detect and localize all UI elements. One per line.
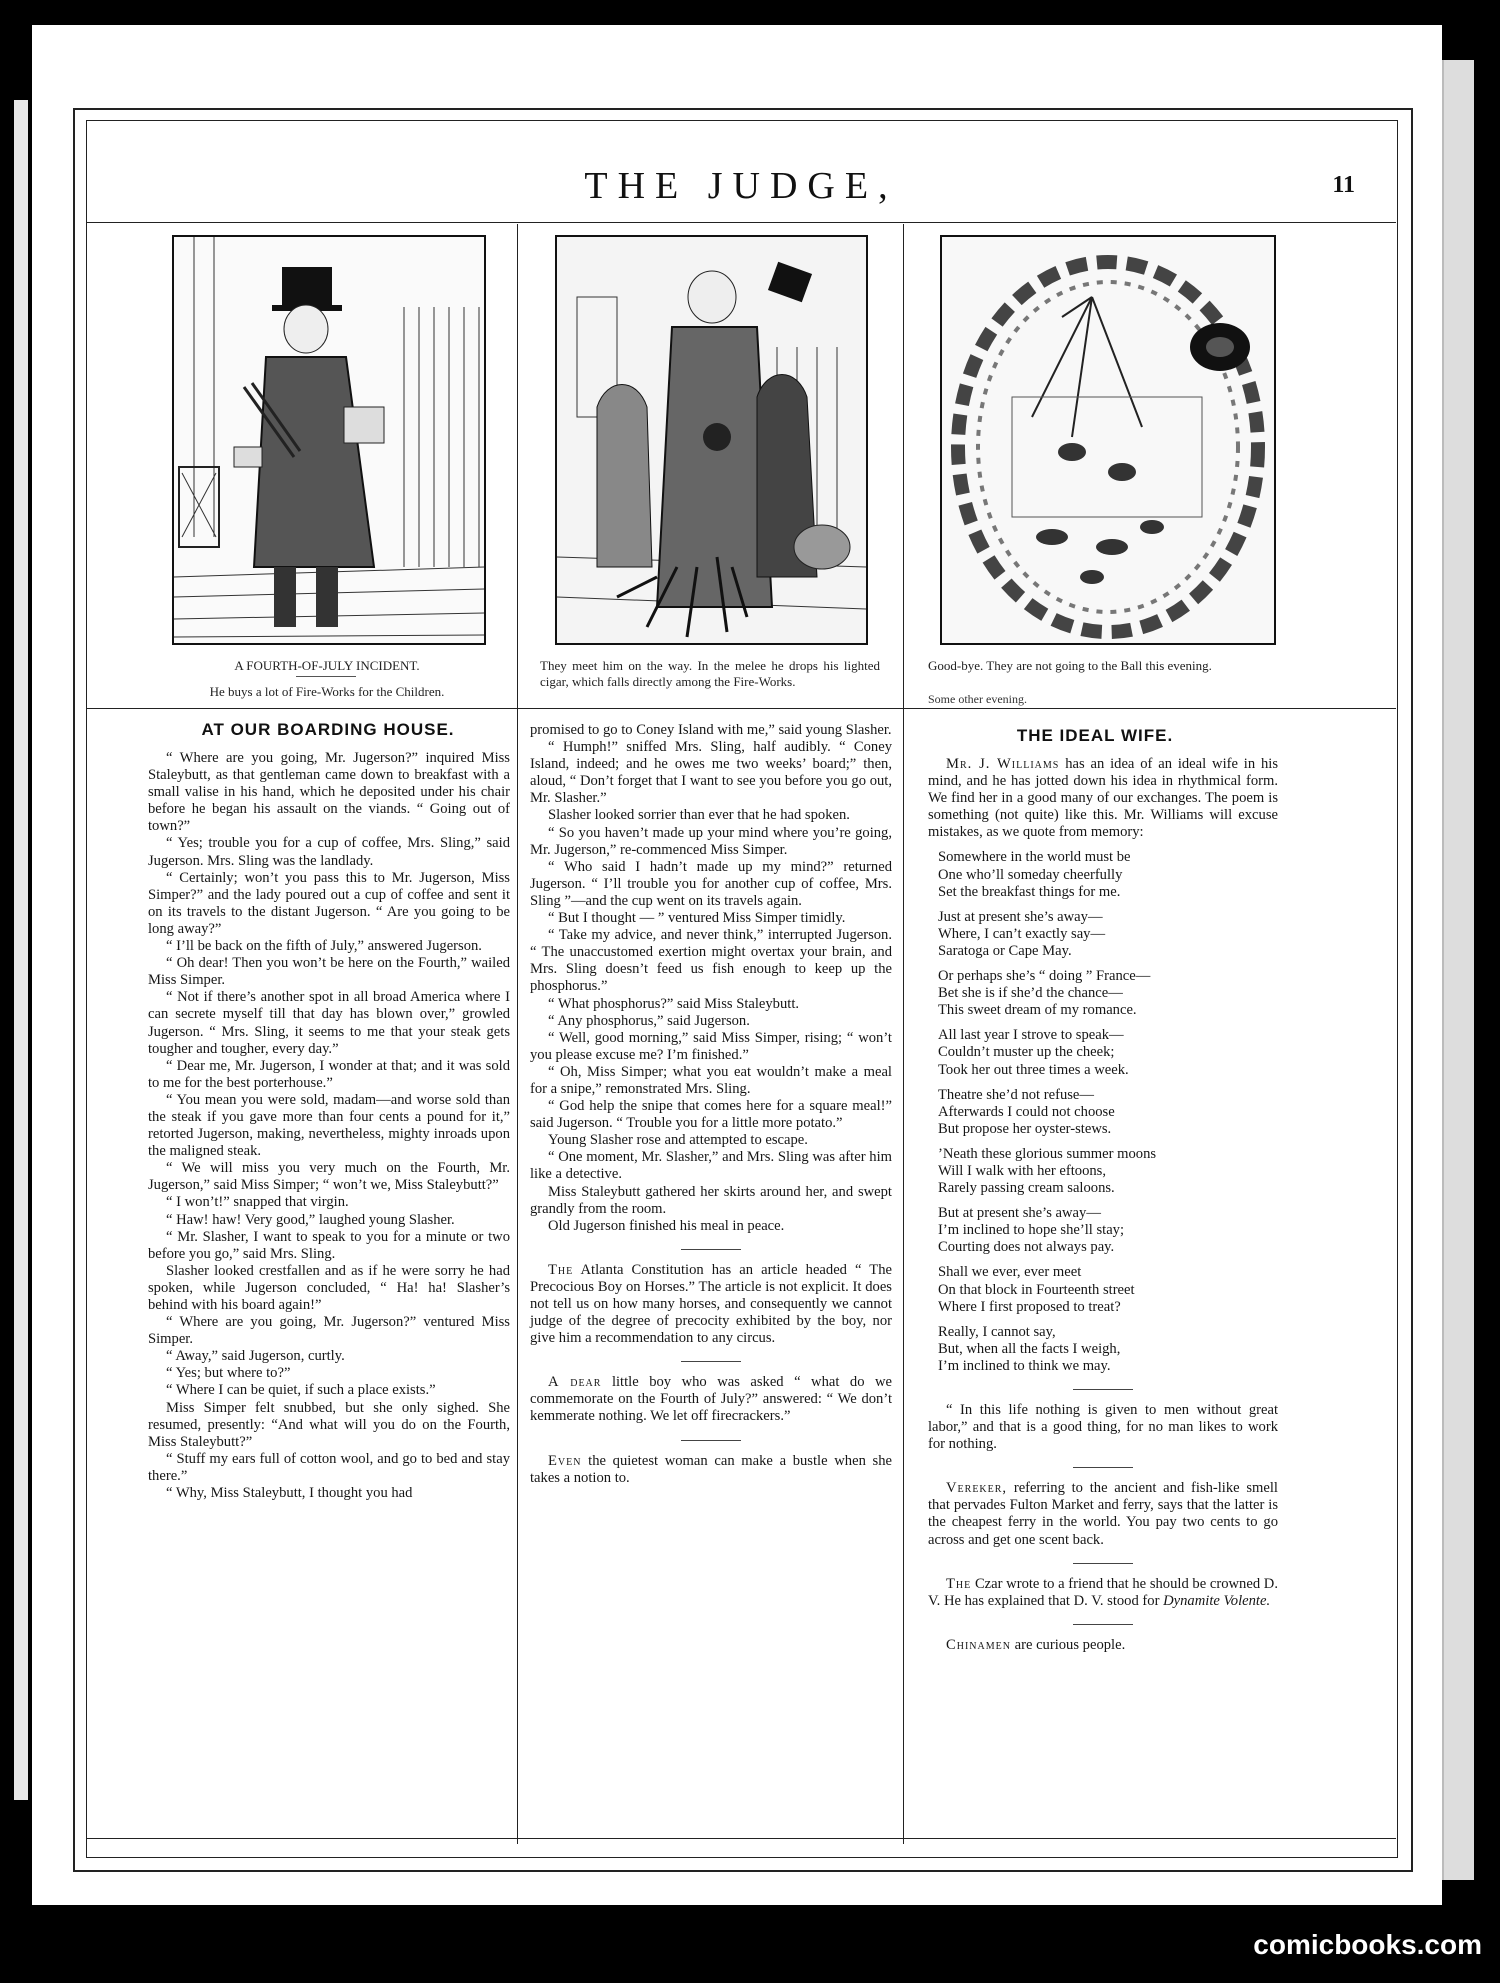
paragraph: “ God help the snipe that comes here for a square meal!” said Jugerson. “ Trouble you for a little more potato.” — [530, 1098, 892, 1132]
item-lead: Vereker, — [946, 1480, 1008, 1497]
paragraph: “ Mr. Slasher, I want to speak to you for a minute or two before you go,” said Mrs. Sling. — [148, 1228, 510, 1262]
explosion-drawing — [942, 237, 1274, 643]
intro-lead: Mr. J. Williams — [946, 756, 1060, 772]
caption-3: Good-bye. They are not going to the Ball this evening. — [928, 658, 1212, 673]
separator-rule — [681, 1361, 741, 1362]
paragraph: “ I’ll be back on the fifth of July,” answered Jugerson. — [166, 938, 482, 955]
poem-stanza — [928, 1264, 1278, 1315]
paragraph: promised to go to Coney Island with me,” said young Slasher. — [530, 722, 892, 738]
column-3-article — [928, 756, 1278, 1654]
poem-line: Saratoga or Cape May. — [938, 942, 1072, 959]
news-item — [530, 1453, 892, 1487]
news-item — [530, 1262, 892, 1347]
paragraph: “ Certainly; won’t you pass this to Mr. Jugerson, Miss Simper?” and the lady poured out a cup of coffee and sent it on its travels to the distant Jugerson. “ Are you going to be long away?” — [148, 869, 510, 937]
separator-rule — [1073, 1563, 1133, 1564]
poem-stanza — [928, 1205, 1278, 1256]
item-text: Atlanta Constitution has an article headed “ The Precocious Boy on Horses.” The article is not explicit. It does not tell us on how many horses, and consequently we cannot judge of the degree of precocity exhibited by the boy, nor give him a recommendation to any circus. — [530, 1261, 893, 1347]
man-with-fireworks-drawing — [174, 237, 484, 643]
watermark: comicbooks.com — [1253, 1929, 1482, 1960]
separator-rule — [1073, 1389, 1133, 1390]
poem-line: Couldn’t muster up the cheek; — [938, 1044, 1115, 1061]
intro-paragraph — [928, 756, 1278, 841]
heading-boarding-house: AT OUR BOARDING HOUSE. — [201, 720, 455, 739]
paragraph: “ Away,” said Jugerson, curtly. — [166, 1348, 345, 1365]
heading-ideal-wife: THE IDEAL WIFE. — [1016, 726, 1174, 745]
paragraph: “ Who said I hadn’t made up my mind?” returned Jugerson. “ I’ll trouble you for another cup of coffee, Mrs. Sling ”—and the cup went on its travels again. — [530, 858, 892, 909]
poem-line: Where, I can’t exactly say— — [938, 925, 1106, 942]
poem-line: Theatre she’d not refuse— — [938, 1086, 1095, 1103]
separator-rule — [1073, 1467, 1133, 1468]
paragraph: “ Oh dear! Then you won’t be here on the Fourth,” wailed Miss Simper. — [148, 955, 510, 989]
paragraph: “ Yes; trouble you for a cup of coffee, Mrs. Sling,” said Jugerson. Mrs. Sling was the landlady. — [148, 835, 510, 869]
poem-stanza — [928, 1027, 1278, 1078]
poem-line: On that block in Fourteenth street — [938, 1281, 1135, 1298]
poem-line: Courting does not always pay. — [938, 1239, 1115, 1256]
poem-line: Somewhere in the world must be — [938, 849, 1131, 866]
separator-rule — [681, 1249, 741, 1250]
poem-stanza — [928, 968, 1278, 1019]
poem-line: But, when all the facts I weigh, — [938, 1340, 1121, 1357]
poem-stanza — [928, 849, 1278, 900]
item-lead: A dear — [548, 1374, 602, 1391]
paragraph: Old Jugerson finished his meal in peace. — [548, 1217, 785, 1234]
item-text: referring to the ancient and fish-like smell that pervades Fulton Market and ferry, says that the latter is the cheapest ferry in the world. You pay two cents to go across and get one scent back. — [928, 1480, 1278, 1548]
column-divider-2 — [903, 224, 904, 1844]
caption-title-1: A FOURTH-OF-JULY INCIDENT. — [234, 658, 420, 673]
item-lead: Chinamen — [946, 1636, 1011, 1653]
paragraph: Slasher looked sorrier than ever that he had spoken. — [548, 807, 850, 824]
news-item — [928, 1576, 1278, 1610]
paragraph: Miss Staleybutt gathered her skirts around her, and swept grandly from the room. — [530, 1183, 892, 1217]
poem-line: ’Neath these glorious summer moons — [938, 1145, 1157, 1162]
caption-rule-1 — [296, 676, 356, 677]
poem-line: Bet she is if she’d the chance— — [938, 985, 1123, 1002]
poem-line: Where I first proposed to treat? — [938, 1298, 1121, 1315]
poem-stanza — [928, 1146, 1278, 1197]
column-2-article — [530, 722, 892, 1487]
poem-line: But propose her oyster-stews. — [938, 1120, 1112, 1137]
poem-line: But at present she’s away— — [938, 1205, 1101, 1222]
column-1-article — [148, 750, 510, 1502]
paragraph: “ Any phosphorus,” said Jugerson. — [548, 1012, 750, 1029]
paragraph: Miss Simper felt snubbed, but she only sighed. She resumed, presently: “And what will you do on the Fourth, Miss Staleybutt?” — [148, 1399, 510, 1450]
item-lead: The — [946, 1575, 972, 1592]
poem-line: This sweet dream of my romance. — [938, 1002, 1137, 1019]
separator-rule — [681, 1440, 741, 1441]
masthead-title: THE JUDGE, — [584, 165, 898, 207]
paragraph: “ But I thought — ” ventured Miss Simper timidly. — [548, 910, 846, 927]
paragraph: “ Yes; but where to?” — [166, 1365, 291, 1382]
poem-line: I’m inclined to think we may. — [938, 1357, 1111, 1374]
bottom-rule — [86, 1838, 1396, 1839]
illustration-melee — [555, 235, 868, 645]
poem-line: Or perhaps she’s “ doing ” France— — [938, 968, 1151, 985]
item-text: are curious people. — [1014, 1636, 1126, 1653]
intro-text: has an idea of an ideal wife in his mind, and he has jotted down his idea in rhythmical form. We find her in a good many of our exchanges. The poem is something (not quite) like this. Mr. Williams will excuse mistakes, as we quote from memory: — [928, 756, 1279, 841]
masthead-rule — [86, 222, 1396, 223]
paragraph: “ Not if there’s another spot in all broad America where I can secrete myself till that day has blown over,” growled Jugerson. “ Mrs. Sling, it seems to me that your steak gets tougher and tougher, every day.” — [148, 989, 510, 1057]
poem-line: All last year I strove to speak— — [938, 1027, 1124, 1044]
paragraph: “ Why, Miss Staleybutt, I thought you had — [166, 1485, 413, 1502]
item-text: the quietest woman can make a bustle when she takes a notion to. — [530, 1452, 892, 1486]
news-item — [530, 1374, 892, 1425]
poem-line: Took her out three times a week. — [938, 1061, 1129, 1078]
poem-stanza — [928, 1087, 1278, 1138]
paragraph: “ I won’t!” snapped that virgin. — [166, 1194, 349, 1211]
item-lead: The — [548, 1261, 574, 1278]
poem-line: Will I walk with her eftoons, — [938, 1162, 1107, 1179]
fireworks-melee-drawing — [557, 237, 866, 643]
item-lead: Even — [548, 1452, 582, 1469]
paragraph: “ Stuff my ears full of cotton wool, and go to bed and stay there.” — [148, 1450, 510, 1484]
caption-sub-1: He buys a lot of Fire-Works for the Children. — [209, 684, 445, 699]
item-text: “ In this life nothing is given to men without great labor,” and that is a good thing, for no man likes to work for nothing. — [928, 1402, 1278, 1453]
poem-line: Just at present she’s away— — [938, 908, 1103, 925]
poem-line: One who’ll someday cheerfully — [938, 866, 1123, 883]
caption-sub-3: Some other evening. — [928, 692, 1027, 706]
paragraph: “ One moment, Mr. Slasher,” and Mrs. Sling was after him like a detective. — [530, 1149, 892, 1183]
caption-2: They meet him on the way. In the melee he drops his lighted cigar, which falls directly among the Fire-Works. — [540, 658, 880, 689]
poem-line: Set the breakfast things for me. — [938, 883, 1121, 900]
paragraph: “ You mean you were sold, madam—and worse sold than the steak if you gave more than four cents a pound for it,” retorted Jugerson, making, nevertheless, mighty inroads upon the maligned steak. — [148, 1091, 510, 1160]
paragraph: “ We will miss you very much on the Fourth, Mr. Jugerson,” said Miss Simper; “ won’t we, Miss Staleybutt?” — [148, 1160, 510, 1194]
paragraph: “ Haw! haw! Very good,” laughed young Slasher. — [166, 1211, 455, 1228]
paragraph: “ Where are you going, Mr. Jugerson?” inquired Miss Staleybutt, as that gentleman came down to breakfast with a small valise in his hand, which he deposited under his chair before he began his assault on the viands. “ Going out of town?” — [148, 750, 510, 835]
illustration-good-bye — [940, 235, 1276, 645]
facing-page-edge — [14, 100, 28, 1800]
illustration-fourth-of-july — [172, 235, 486, 645]
item-text: little boy who was asked “ what do we commemorate on the Fourth of July?” answered: “ We don’t kemmerate nothing. We let off firecrackers.” — [530, 1374, 893, 1425]
paragraph: “ What phosphorus?” said Miss Staleybutt. — [548, 995, 800, 1012]
paragraph: “ So you haven’t made up your mind where you’re going, Mr. Jugerson,” re-commenced Miss Simper. — [530, 824, 892, 858]
illustration-rule — [86, 708, 1396, 709]
paragraph: “ Take my advice, and never think,” interrupted Jugerson. “ The unaccustomed exertion might overtax your brain, and Mrs. Sling doesn’t feed us fish enough to keep up the phosphorus.” — [530, 927, 892, 995]
separator-rule — [1073, 1624, 1133, 1625]
paragraph: “ Oh, Miss Simper; what you eat wouldn’t make a meal for a snipe,” remonstrated Mrs. Sling. — [530, 1063, 892, 1097]
poem-line: Really, I cannot say, — [938, 1323, 1056, 1340]
paragraph: “ Humph!” sniffed Mrs. Sling, half audibly. “ Coney Island, indeed; and he owes me two weeks’ board;” then, aloud, “ Don’t forget that I want to see you before you go out, Mr. Slasher.” — [530, 739, 892, 807]
paragraph: “ Where I can be quiet, if such a place exists.” — [166, 1382, 436, 1399]
paragraph: Slasher looked crestfallen and as if he were sorry he had spoken, while Jugerson concluded, “ Ha! ha! Slasher’s behind with his board again!” — [148, 1262, 510, 1313]
column-divider-1 — [517, 224, 518, 1844]
poem-line: Shall we ever, ever meet — [938, 1264, 1082, 1281]
news-item — [928, 1637, 1278, 1654]
paragraph: “ Dear me, Mr. Jugerson, I wonder at that; and it was sold to me for the best porterhouse.” — [148, 1057, 510, 1091]
item-italic: Dynamite Volente. — [1163, 1592, 1271, 1609]
poem-line: Afterwards I could not choose — [938, 1103, 1115, 1120]
poem-stanza — [928, 909, 1278, 960]
news-item — [928, 1480, 1278, 1548]
page-number: 11 — [1332, 172, 1355, 198]
item-text: Czar wrote to a friend that he should be crowned D. V. He has explained that D. V. stood for — [928, 1575, 1278, 1609]
paragraph: “ Well, good morning,” said Miss Simper, rising; “ won’t you please excuse me? I’m finished.” — [530, 1029, 892, 1063]
paragraph: Young Slasher rose and attempted to escape. — [548, 1132, 808, 1149]
poem-stanza — [928, 1324, 1278, 1375]
page-stack-edge — [1442, 60, 1474, 1880]
poem-line: I’m inclined to hope she’ll stay; — [938, 1222, 1125, 1239]
paragraph: “ Where are you going, Mr. Jugerson?” ventured Miss Simper. — [148, 1314, 510, 1348]
poem-line: Rarely passing cream saloons. — [938, 1180, 1115, 1197]
news-item — [928, 1402, 1278, 1453]
